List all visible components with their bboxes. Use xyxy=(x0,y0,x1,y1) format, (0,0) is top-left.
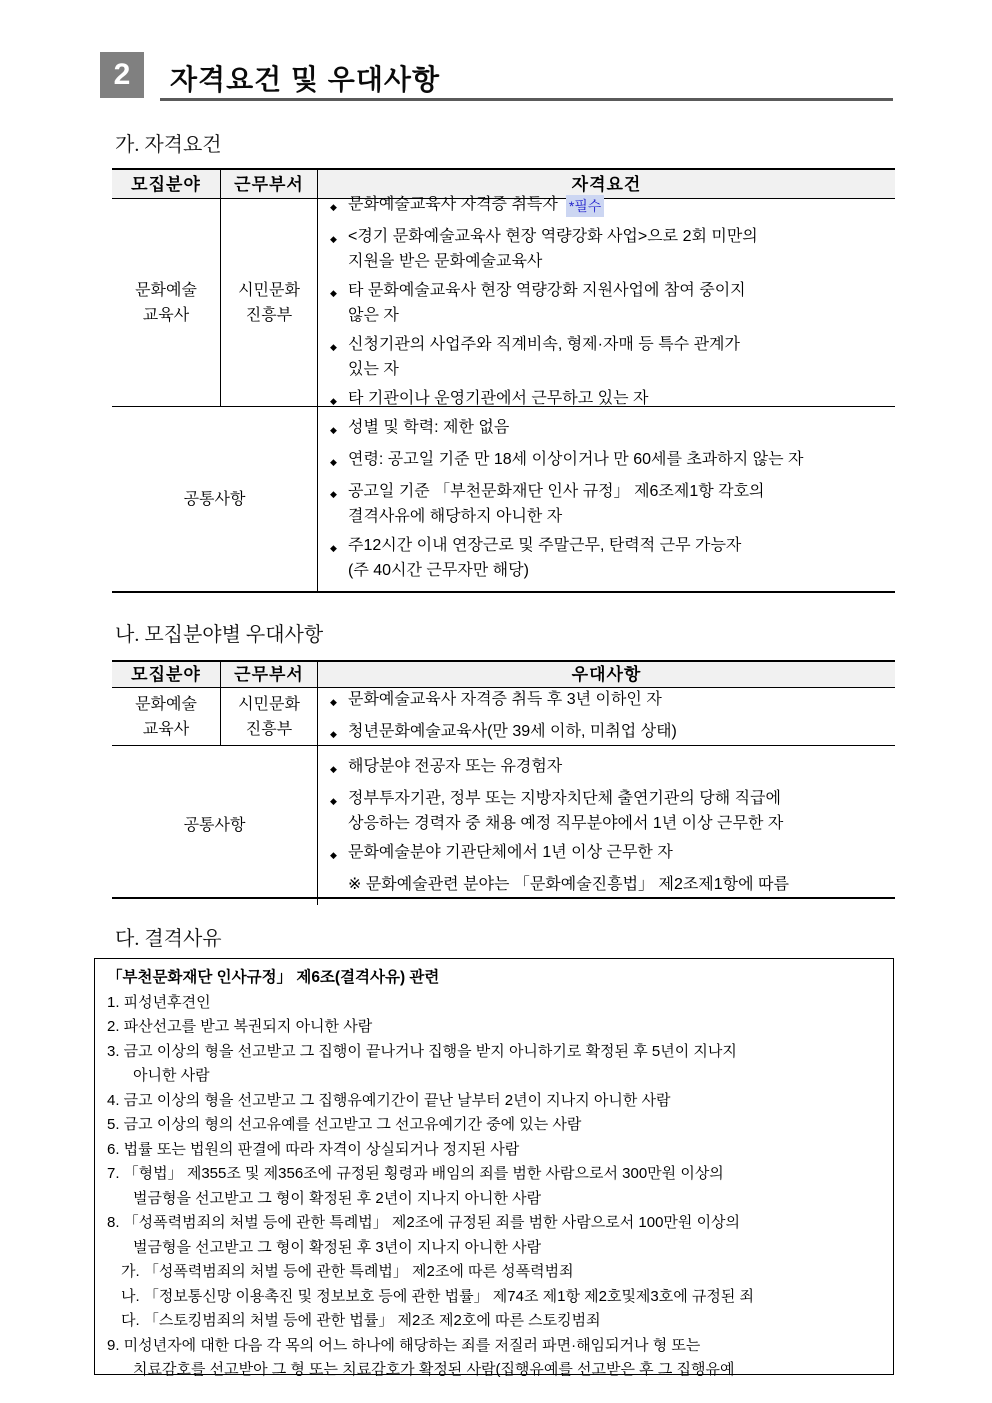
field-cell: 문화예술 교육사 xyxy=(135,281,197,324)
list-item xyxy=(330,192,887,220)
col-header-qualification: 자격요건 xyxy=(317,170,895,198)
disq-item-2: 2. 파산선고를 받고 복권되지 아니한 사람 xyxy=(107,1018,373,1035)
reference-note: ※ 문화예술관련 분야는 「문화예술진흥법」 제2조제1항에 따름 xyxy=(348,876,789,893)
qualification-table xyxy=(112,168,895,593)
disq-item-8a: 가. 「성폭력범죄의 처벌 등에 관한 특례법」 제2조에 따른 성폭력범죄 xyxy=(121,1263,574,1280)
diamond-bullet-icon xyxy=(330,687,348,715)
preference-row-common xyxy=(112,745,895,905)
list-item xyxy=(330,447,887,475)
col-header-field: 모집분야 xyxy=(131,665,201,684)
list-item xyxy=(330,278,887,328)
list-item xyxy=(330,687,887,715)
common-items xyxy=(317,746,895,905)
common-label-cell: 공통사항 xyxy=(183,490,246,508)
disqualification-box xyxy=(94,958,894,1378)
diamond-bullet-icon xyxy=(330,719,348,747)
item-text: 문화예술분야 기관단체에서 1년 이상 근무한 자 xyxy=(348,844,673,861)
disq-item-3: 3. 금고 이상의 형을 선고받고 그 집행이 끝나거나 집행을 받지 아니하기로 확정된 후 5년이 지나지 아니한 사람 xyxy=(107,1042,737,1084)
disq-item-8c: 다. 「스토킹범죄의 처벌 등에 관한 법률」 제2조 제2호에 따른 스토킹범죄 xyxy=(121,1312,601,1329)
col-header-dept: 근무부서 xyxy=(220,170,317,198)
diamond-bullet-icon xyxy=(330,840,348,868)
disq-item-4: 4. 금고 이상의 형을 선고받고 그 집행유예기간이 끝난 날부터 2년이 지나지 아니한 사람 xyxy=(107,1091,671,1109)
col-header-dept: 근무부서 xyxy=(220,662,317,687)
item-text: 청년문화예술교육사(만 39세 이하, 미취업 상태) xyxy=(348,722,677,740)
diamond-bullet-icon xyxy=(330,479,348,507)
disq-item-1: 1. 피성년후견인 xyxy=(107,993,211,1011)
diamond-bullet-icon xyxy=(330,278,348,306)
dept-cell: 시민문화 진흥부 xyxy=(220,199,317,406)
diamond-bullet-icon xyxy=(330,224,348,252)
item-text: 해당분야 전공자 또는 유경험자 xyxy=(348,758,563,775)
disq-item-9: 9. 미성년자에 대한 다음 각 목의 어느 하나에 해당하는 죄를 저질러 파면·해임되거나 형 또는 치료감호를 선고받아 그 형 또는 치료감호가 확정된 사람(집행유예를 선고받은 후 그 집행유예 xyxy=(107,1336,735,1378)
diamond-bullet-icon xyxy=(330,332,348,360)
list-item xyxy=(330,415,887,443)
heading-disqualification: 다. 결격사유 xyxy=(115,928,222,950)
disqualification-title: 「부천문화재단 인사규정」 제6조(결격사유) 관련 xyxy=(107,969,440,986)
diamond-bullet-icon xyxy=(330,754,348,782)
list-item xyxy=(330,533,887,583)
section-number: 2 xyxy=(113,58,131,91)
list-item xyxy=(330,719,887,747)
item-text: 문화예술교육사 자격증 취득 후 3년 이하인 자 xyxy=(348,690,662,708)
item-text: 타 문화예술교육사 현장 역량강화 지원사업에 참여 중이지 않은 자 xyxy=(348,281,746,324)
common-items xyxy=(317,407,895,591)
disq-item-8: 8. 「성폭력범죄의 처벌 등에 관한 특례법」 제2조에 규정된 죄를 범한 사람으로서 100만원 이상의 벌금형을 선고받고 그 형이 확정된 후 3년이 지나지 아니한 사람 xyxy=(107,1214,741,1256)
preference-row-educator xyxy=(112,687,895,745)
preference-table xyxy=(112,660,895,899)
list-item xyxy=(330,224,887,274)
diamond-bullet-icon xyxy=(330,415,348,443)
page-title: 자격요건 및 우대사항 xyxy=(170,64,440,95)
list-item xyxy=(330,754,887,782)
dept-cell: 시민문화 진흥부 xyxy=(220,688,317,745)
list-item xyxy=(330,332,887,382)
field-cell: 문화예술 교육사 xyxy=(135,695,197,738)
disq-item-5: 5. 금고 이상의 형의 선고유예를 선고받고 그 선고유예기간 중에 있는 사람 xyxy=(107,1116,582,1133)
heading-preferences: 나. 모집분야별 우대사항 xyxy=(115,624,324,646)
item-text: 정부투자기관, 정부 또는 지방자치단체 출연기관의 당해 직급에 상응하는 경력자 중 채용 예정 직무분야에서 1년 이상 근무한 자 xyxy=(348,790,784,832)
list-item xyxy=(330,840,887,868)
item-text: 타 기관이나 운영기관에서 근무하고 있는 자 xyxy=(348,389,649,407)
list-item xyxy=(330,786,887,836)
item-text: 성별 및 학력: 제한 없음 xyxy=(348,419,510,436)
required-badge: *필수 xyxy=(566,195,605,217)
common-label-cell: 공통사항 xyxy=(183,817,246,834)
qualification-items xyxy=(317,195,895,407)
disq-item-8b: 나. 「정보통신망 이용촉진 및 정보보호 등에 관한 법률」 제74조 제1항 제2호및제3호에 규정된 죄 xyxy=(121,1287,755,1305)
diamond-bullet-icon xyxy=(330,192,348,220)
title-underline xyxy=(160,98,893,101)
col-header-field: 모집분야 xyxy=(131,174,201,194)
item-text: <경기 문화예술교육사 현장 역량강화 사업>으로 2회 미만의 지원을 받은 문화예술교육사 xyxy=(348,227,758,270)
preference-items xyxy=(317,688,895,745)
disq-item-6: 6. 법률 또는 법원의 판결에 따라 자격이 상실되거나 정지된 사람 xyxy=(107,1140,520,1158)
col-header-preference: 우대사항 xyxy=(317,662,895,687)
list-item xyxy=(330,479,887,529)
diamond-bullet-icon xyxy=(330,786,348,814)
qualification-row-educator xyxy=(112,195,895,407)
diamond-bullet-icon xyxy=(330,533,348,561)
item-text: 신청기관의 사업주와 직계비속, 형제·자매 등 특수 관계가 있는 자 xyxy=(348,335,740,378)
item-text: 주12시간 이내 연장근로 및 주말근무, 탄력적 근무 가능자 (주 40시간 근무자만 해당) xyxy=(348,537,742,579)
item-text: 연령: 공고일 기준 만 18세 이상이거나 만 60세를 초과하지 않는 자 xyxy=(348,451,804,468)
heading-qualifications: 가. 자격요건 xyxy=(115,134,222,156)
section-number-box xyxy=(100,52,144,98)
qualification-row-common xyxy=(112,406,895,591)
item-text: 문화예술교육사 자격증 취득자 xyxy=(348,195,558,213)
preference-table-header-row xyxy=(112,662,895,687)
diamond-bullet-icon xyxy=(330,447,348,475)
item-text: 공고일 기준 「부천문화재단 인사 규정」 제6조제1항 각호의 결격사유에 해당하지 아니한 자 xyxy=(348,483,765,525)
disq-item-7: 7. 「형법」 제355조 및 제356조에 규정된 횡령과 배임의 죄를 범한 사람으로서 300만원 이상의 벌금형을 선고받고 그 형이 확정된 후 2년이 지나지 아니한 사람 xyxy=(107,1165,724,1207)
